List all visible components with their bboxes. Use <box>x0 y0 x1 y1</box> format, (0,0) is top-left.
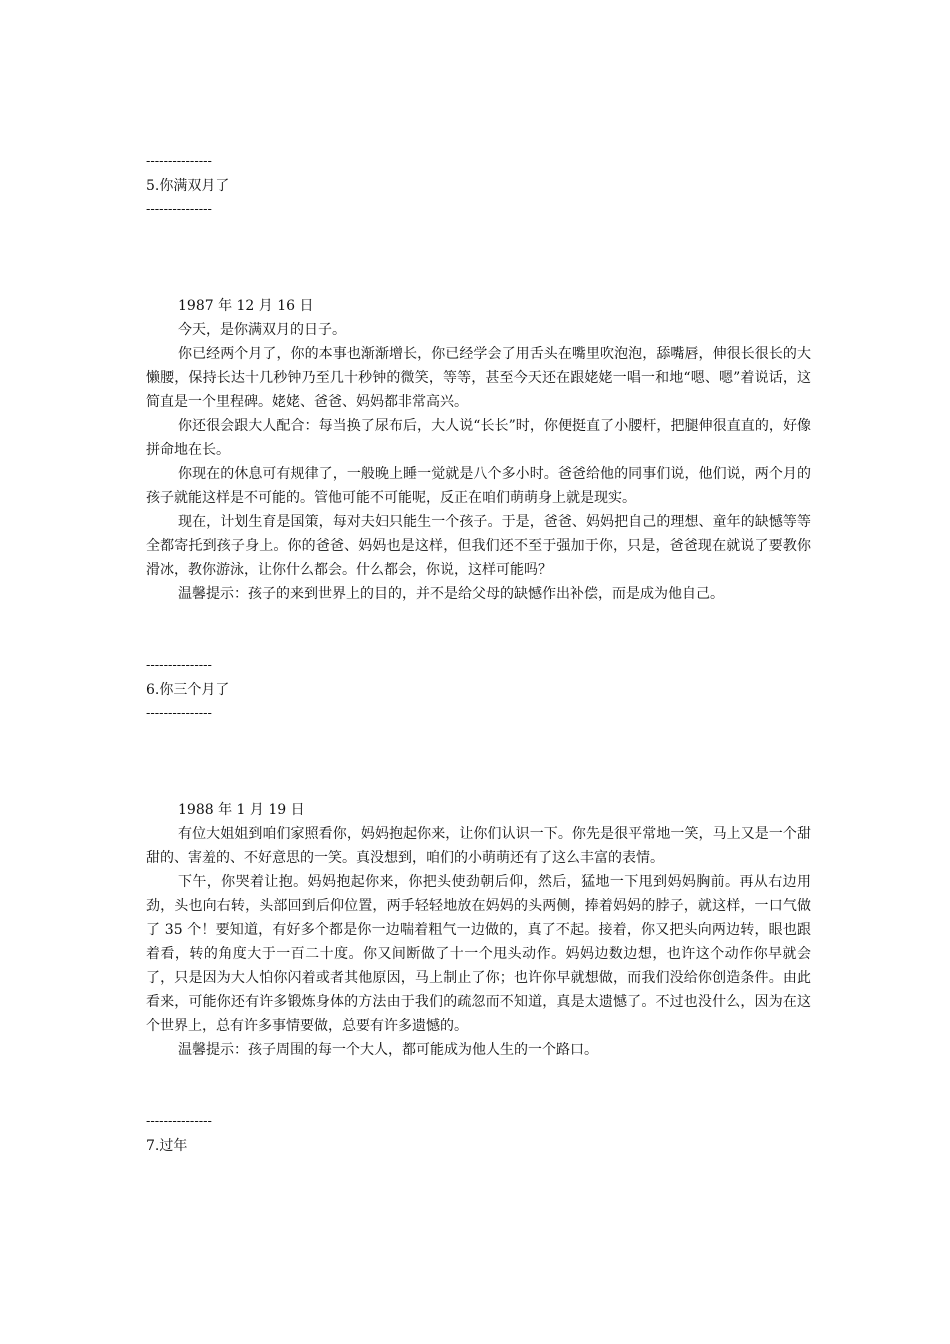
separator: --------------- <box>146 202 212 217</box>
separator: --------------- <box>146 706 212 721</box>
paragraph: 下午，你哭着让抱。妈妈抱起你来，你把头使劲朝后仰，然后，猛地一下甩到妈妈胸前。再从右边用劲，头也向右转，头部回到后仰位置，两手轻轻地放在妈妈的头两侧，捧着妈妈的脖子，就这样，一口气做了 35 个！要知道，有好多个都是你一边喘着粗气一边做的，真了不起。接着，你又把头向两边转，眼也跟着看，转的角度大于一百二十度。你又间断做了十一个甩头动作。妈妈边数边想，也许这个动作你早就会了，只是因为大人怕你闪着或者其他原因，马上制止了你；也许你早就想做，而我们没给你创造条件。由此看来，可能你还有许多锻炼身体的方法由于我们的疏忽而不知道，真是太遗憾了。不过也没什么，因为在这个世界上，总有许多事情要做，总要有许多遗憾的。 <box>146 874 811 1034</box>
separator: --------------- <box>146 658 212 673</box>
tip-paragraph: 温馨提示：孩子的来到世界上的目的，并不是给父母的缺憾作出补偿，而是成为他自己。 <box>178 586 724 602</box>
section-title: 6.你三个月了 <box>146 682 230 698</box>
paragraph: 你还很会跟大人配合：每当换了尿布后，大人说“长长”时，你便挺直了小腰杆，把腿伸很直直的，好像拼命地在长。 <box>146 418 811 458</box>
document-page <box>146 150 811 1158</box>
entry-date: 1988 年 1 月 19 日 <box>178 802 305 818</box>
separator: --------------- <box>146 154 212 169</box>
paragraph: 你现在的休息可有规律了，一般晚上睡一觉就是八个多小时。爸爸给他的同事们说，他们说，两个月的孩子就能这样是不可能的。管他可能不可能呢，反正在咱们萌萌身上就是现实。 <box>146 466 811 506</box>
paragraph: 今天，是你满双月的日子。 <box>178 322 346 338</box>
paragraph: 你已经两个月了，你的本事也渐渐增长，你已经学会了用舌头在嘴里吹泡泡，舔嘴唇，伸很长很长的大懒腰，保持长达十几秒钟乃至几十秒钟的微笑，等等，甚至今天还在跟姥姥一唱一和地“嗯、嗯”着说话，这简直是一个里程碑。姥姥、爸爸、妈妈都非常高兴。 <box>146 346 811 410</box>
separator: --------------- <box>146 1114 212 1129</box>
section-title: 7.过年 <box>146 1138 188 1154</box>
paragraph: 现在，计划生育是国策，每对夫妇只能生一个孩子。于是，爸爸、妈妈把自己的理想、童年的缺憾等等全都寄托到孩子身上。你的爸爸、妈妈也是这样，但我们还不至于强加于你，只是，爸爸现在就说了要教你滑冰，教你游泳，让你什么都会。什么都会，你说，这样可能吗？ <box>146 514 811 578</box>
tip-paragraph: 温馨提示：孩子周围的每一个大人，都可能成为他人生的一个路口。 <box>178 1042 598 1058</box>
paragraph: 有位大姐姐到咱们家照看你，妈妈抱起你来，让你们认识一下。你先是很平常地一笑，马上又是一个甜甜的、害羞的、不好意思的一笑。真没想到，咱们的小萌萌还有了这么丰富的表情。 <box>146 826 811 866</box>
section-title: 5.你满双月了 <box>146 178 230 194</box>
entry-date: 1987 年 12 月 16 日 <box>178 298 314 314</box>
